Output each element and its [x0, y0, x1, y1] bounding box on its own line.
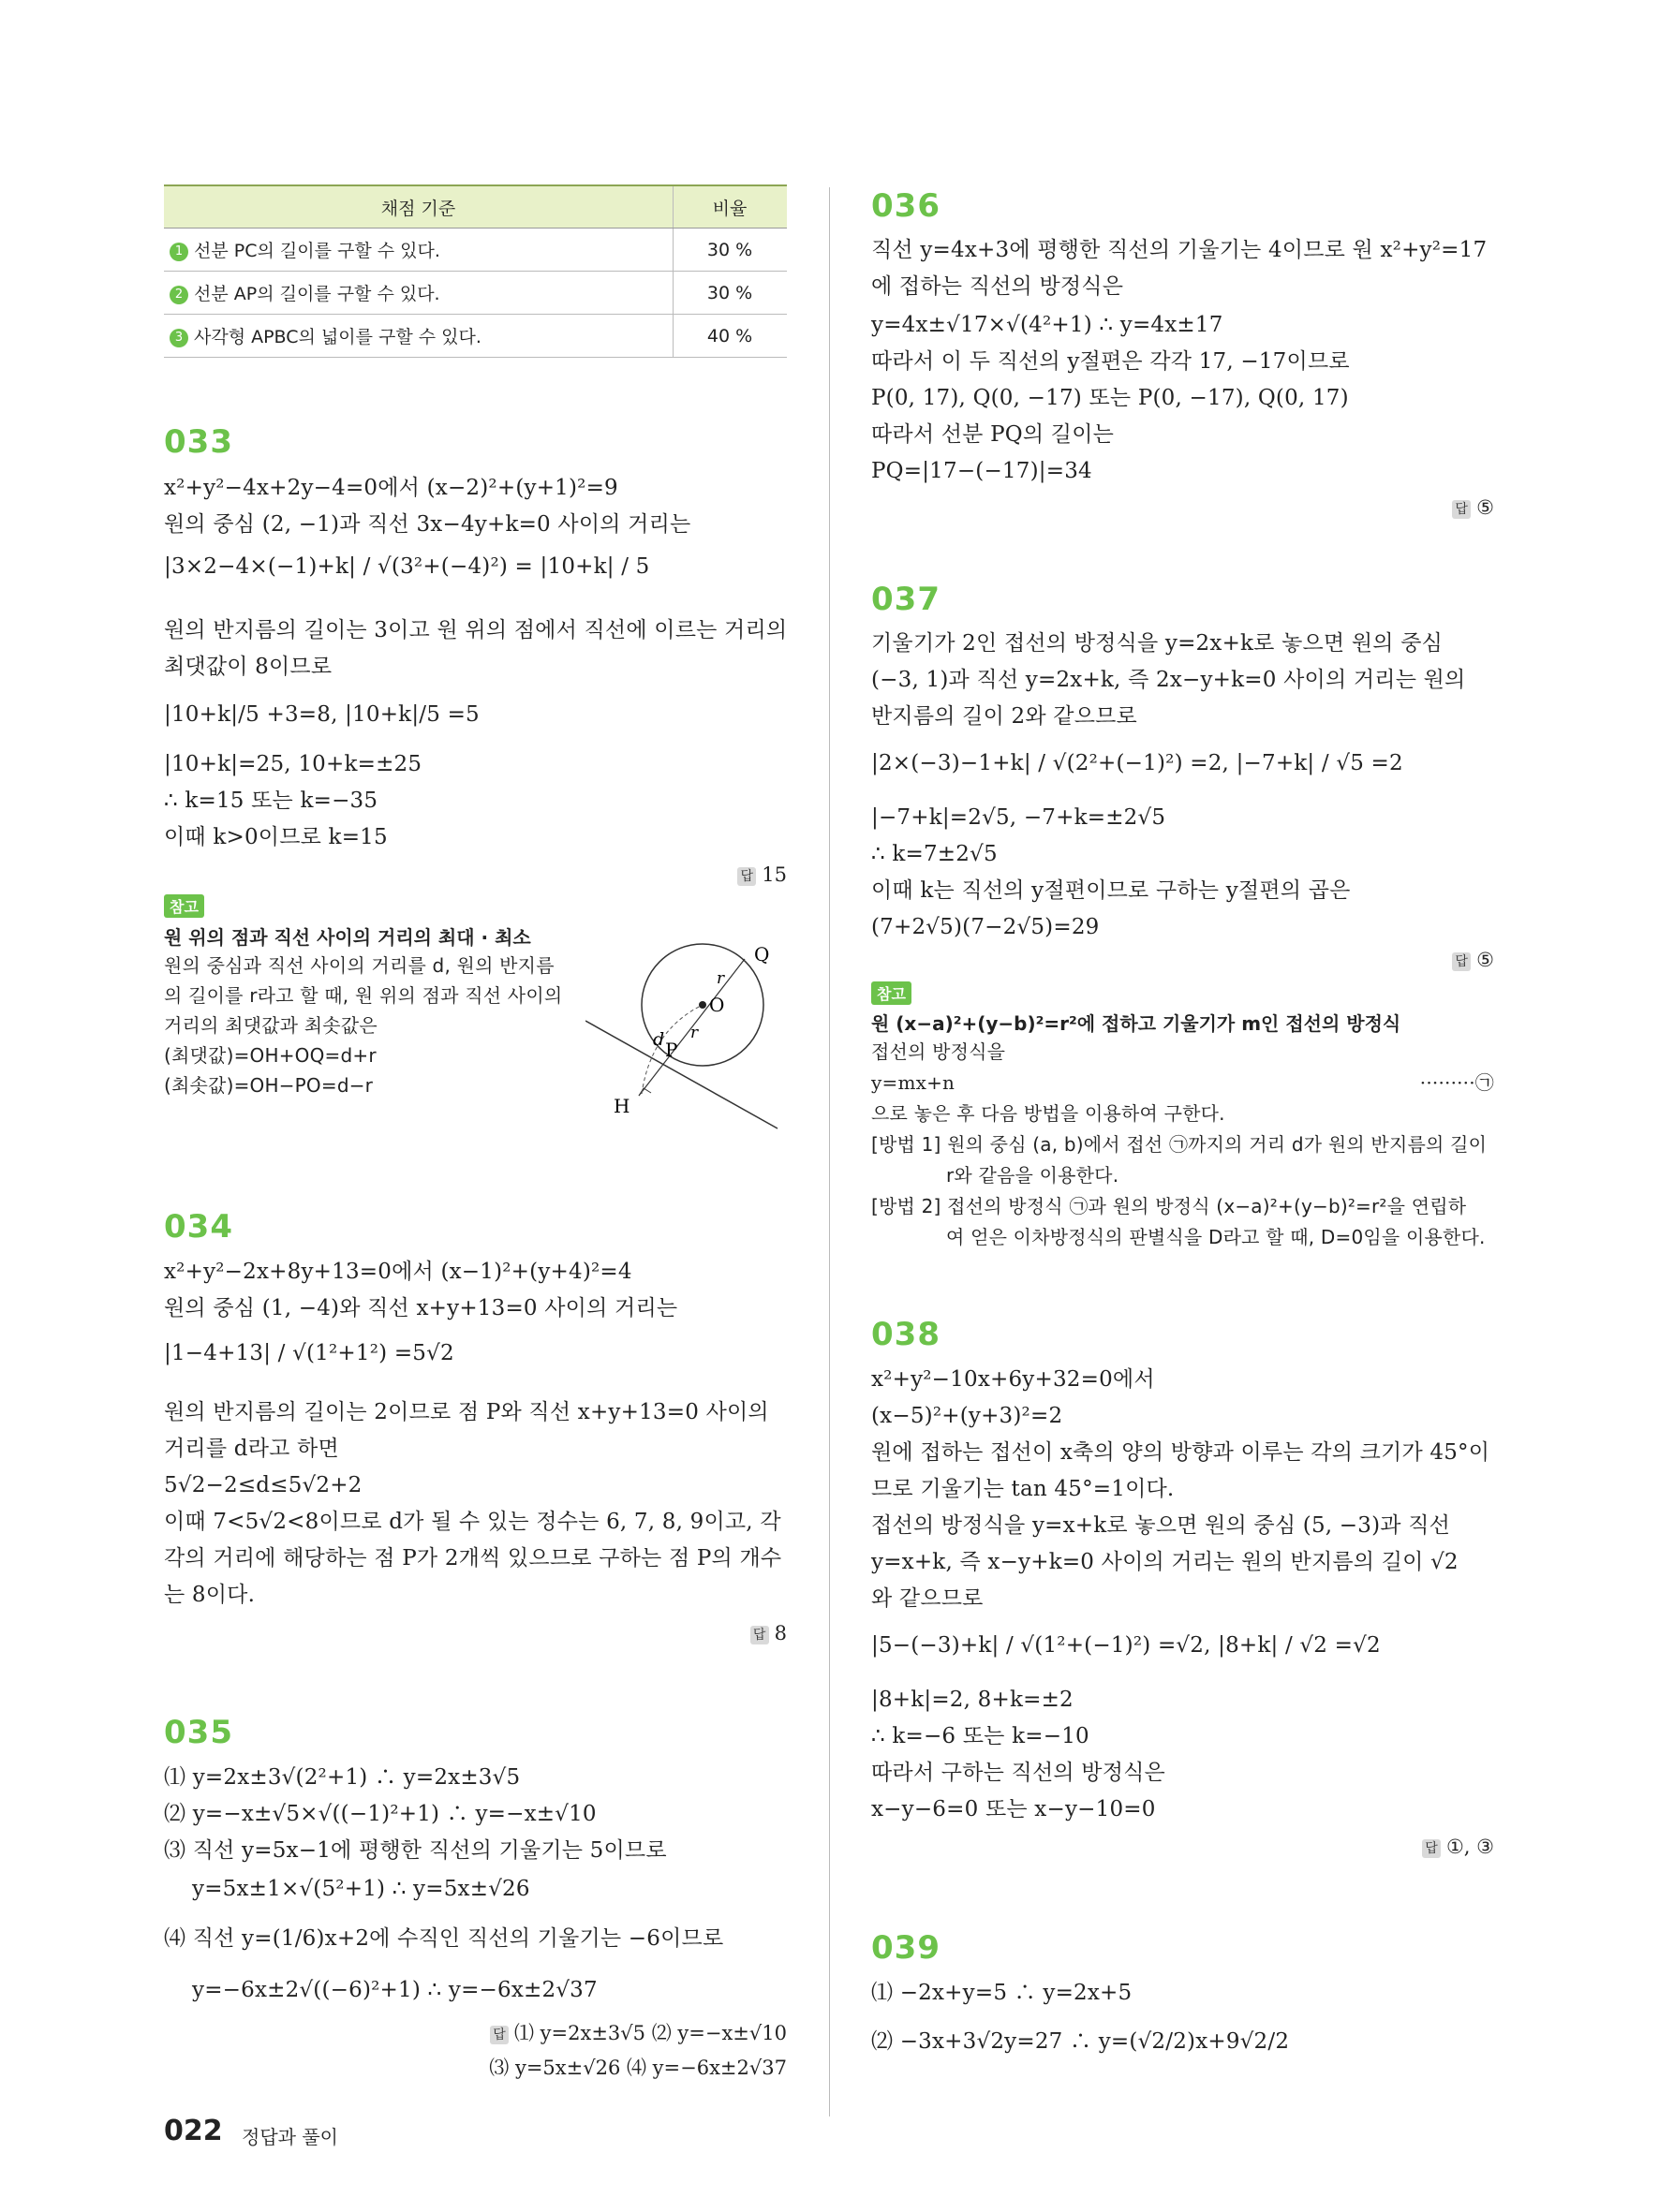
solution-line: (x−5)²+(y+3)²=2 — [871, 1404, 1063, 1428]
solution-line: |3×2−4×(−1)+k| / √(3²+(−4)²) = |10+k| / 5 — [164, 554, 650, 579]
label-r1: r — [717, 969, 725, 988]
section-title-039: 039 — [871, 1929, 941, 1967]
step-number-icon: 1 — [170, 243, 188, 261]
label-q: Q — [754, 943, 770, 966]
note-line: 거리의 최댓값과 최솟값은 — [164, 1014, 378, 1037]
solution-line: 따라서 구하는 직선의 방정식은 — [871, 1761, 1165, 1785]
answer-038 — [1422, 1836, 1494, 1858]
note-line: y=mx+n — [871, 1071, 955, 1094]
solution-line: x²+y²−10x+6y+32=0에서 — [871, 1367, 1155, 1392]
answer-035-line2: ⑶ y=5x±√26 ⑷ y=−6x±2√37 — [489, 2057, 787, 2079]
solution-line: ⑷ 직선 y=(1/6)x+2에 수직인 직선의 기울기는 −6이므로 — [164, 1926, 724, 1951]
solution-line: PQ=|17−(−17)|=34 — [871, 459, 1092, 483]
section-title-034: 034 — [164, 1208, 233, 1246]
note-badge: 참고 — [871, 981, 911, 1005]
answer-icon: 답 — [1452, 952, 1471, 971]
answer-035 — [490, 2018, 787, 2046]
label-d: d — [653, 1029, 665, 1050]
answer-value: ⑤ — [1476, 496, 1494, 519]
answer-icon: 답 — [1422, 1839, 1441, 1858]
label-r2: r — [690, 1024, 699, 1042]
table-cell-ratio: 40 % — [674, 315, 788, 358]
solution-line: |10+k|=25, 10+k=±25 — [164, 752, 422, 776]
solution-line: x²+y²−4x+2y−4=0에서 (x−2)²+(y+1)²=9 — [164, 476, 618, 500]
table-header-ratio: 비율 — [674, 185, 788, 229]
table-header-criteria: 채점 기준 — [164, 185, 674, 229]
section-title-036: 036 — [871, 187, 941, 225]
solution-line: ⑵ −3x+3√2y=27 ∴ y=(√2/2)x+9√2/2 — [871, 2029, 1290, 2054]
note-line: 접선의 방정식을 — [871, 1040, 1006, 1063]
footer-label: 정답과 풀이 — [242, 2126, 338, 2148]
solution-line: ⑵ y=−x±√5×√((−1)²+1) ∴ y=−x±√10 — [164, 1802, 597, 1826]
solution-line: y=−6x±2√((−6)²+1) ∴ y=−6x±2√37 — [192, 1978, 598, 2002]
step-number-icon: 3 — [170, 329, 188, 347]
solution-line: 이때 k는 직선의 y절편이므로 구하는 y절편의 곱은 — [871, 878, 1351, 903]
note-line: 의 길이를 r라고 할 때, 원 위의 점과 직선 사이의 — [164, 984, 563, 1007]
answer-value: ①, ③ — [1445, 1836, 1494, 1858]
solution-line: 원의 반지름의 길이는 2이므로 점 P와 직선 x+y+13=0 사이의 — [164, 1400, 769, 1424]
solution-line: ⑶ 직선 y=5x−1에 평행한 직선의 기울기는 5이므로 — [164, 1838, 667, 1863]
scoring-table — [164, 184, 787, 358]
table-row — [164, 272, 787, 315]
solution-line: ∴ k=7±2√5 — [871, 842, 998, 866]
label-p: P — [665, 1039, 678, 1061]
solution-line: 원의 중심 (2, −1)과 직선 3x−4y+k=0 사이의 거리는 — [164, 512, 691, 537]
solution-line: y=x+k, 즉 x−y+k=0 사이의 거리는 원의 반지름의 길이 √2 — [871, 1550, 1459, 1574]
label-o: O — [709, 994, 725, 1016]
solution-line: 와 같으므로 — [871, 1586, 984, 1611]
solution-line: ⑴ −2x+y=5 ∴ y=2x+5 — [871, 1981, 1133, 2005]
table-header-row — [164, 185, 787, 229]
solution-line: 따라서 선분 PQ의 길이는 — [871, 422, 1115, 447]
note-title: 원 위의 점과 직선 사이의 거리의 최대 · 최소 — [164, 926, 531, 949]
solution-line: 원의 반지름의 길이는 3이고 원 위의 점에서 직선에 이르는 거리의 — [164, 618, 788, 642]
note-line: [방법 2] 접선의 방정식 ㉠과 원의 방정식 (x−a)²+(y−b)²=r²을 연립하 — [871, 1195, 1467, 1217]
note-line: 여 얻은 이차방정식의 판별식을 D라고 할 때, D=0임을 이용한다. — [946, 1226, 1486, 1248]
note-line: 으로 놓은 후 다음 방법을 이용하여 구한다. — [871, 1102, 1225, 1125]
solution-line: 는 8이다. — [164, 1583, 256, 1607]
solution-line: x²+y²−2x+8y+13=0에서 (x−1)²+(y+4)²=4 — [164, 1260, 632, 1284]
solution-line: 최댓값이 8이므로 — [164, 655, 333, 679]
solution-line: |−7+k|=2√5, −7+k=±2√5 — [871, 805, 1166, 830]
solution-line: |2×(−3)−1+k| / √(2²+(−1)²) =2, |−7+k| / √5 =2 — [871, 751, 1403, 775]
solution-line: x−y−6=0 또는 x−y−10=0 — [871, 1797, 1156, 1821]
section-title-033: 033 — [164, 423, 233, 461]
answer-034 — [750, 1622, 787, 1644]
solution-line: 원에 접하는 접선이 x축의 양의 방향과 이루는 각의 크기가 45°이 — [871, 1440, 1490, 1465]
solution-line: |8+k|=2, 8+k=±2 — [871, 1688, 1074, 1712]
solution-line: y=4x±√17×√(4²+1) ∴ y=4x±17 — [871, 313, 1223, 337]
answer-icon: 답 — [737, 867, 756, 886]
note-line: [방법 1] 원의 중심 (a, b)에서 접선 ㉠까지의 거리 d가 원의 반지름의 길이 — [871, 1133, 1488, 1156]
note-line: 원의 중심과 직선 사이의 거리를 d, 원의 반지름 — [164, 954, 555, 977]
section-title-037: 037 — [871, 581, 941, 618]
answer-value: ⑴ y=2x±3√5 ⑵ y=−x±√10 — [514, 2022, 787, 2044]
solution-line: 기울기가 2인 접선의 방정식을 y=2x+k로 놓으면 원의 중심 — [871, 631, 1444, 656]
solution-line: 따라서 이 두 직선의 y절편은 각각 17, −17이므로 — [871, 349, 1350, 374]
solution-line: 므로 기울기는 tan 45°=1이다. — [871, 1477, 1175, 1501]
answer-value: 15 — [762, 863, 787, 886]
solution-line: ∴ k=15 또는 k=−35 — [164, 789, 378, 813]
column-divider — [829, 187, 830, 2116]
answer-033 — [737, 863, 787, 886]
note-marker: ·········㉠ — [1419, 1071, 1494, 1094]
solution-line: 원의 중심 (1, −4)와 직선 x+y+13=0 사이의 거리는 — [164, 1296, 678, 1320]
solution-line: (−3, 1)과 직선 y=2x+k, 즉 2x−y+k=0 사이의 거리는 원의 — [871, 668, 1466, 692]
answer-036 — [1452, 496, 1494, 519]
answer-value: ⑤ — [1476, 949, 1494, 971]
solution-line: (7+2√5)(7−2√5)=29 — [871, 915, 1100, 939]
step-number-icon: 2 — [170, 286, 188, 304]
table-cell-criteria: 선분 PC의 길이를 구할 수 있다. — [194, 241, 440, 261]
solution-line: |5−(−3)+k| / √(1²+(−1)²) =√2, |8+k| / √2 =√2 — [871, 1633, 1381, 1658]
solution-line: 5√2−2≤d≤5√2+2 — [164, 1473, 363, 1497]
note-badge: 참고 — [164, 894, 204, 918]
solution-line: 접선의 방정식을 y=x+k로 놓으면 원의 중심 (5, −3)과 직선 — [871, 1513, 1451, 1538]
solution-line: ⑴ y=2x±3√(2²+1) ∴ y=2x±3√5 — [164, 1765, 521, 1790]
solution-line: |10+k|/5 +3=8, |10+k|/5 =5 — [164, 702, 480, 727]
answer-icon: 답 — [750, 1626, 769, 1644]
solution-line: 에 접하는 직선의 방정식은 — [871, 274, 1124, 299]
note-line: (최댓값)=OH+OQ=d+r — [164, 1044, 377, 1067]
label-h: H — [614, 1095, 630, 1117]
solution-line: 이때 7<5√2<8이므로 d가 될 수 있는 정수는 6, 7, 8, 9이고, 각 — [164, 1510, 781, 1534]
solution-line: 거리를 d라고 하면 — [164, 1437, 339, 1461]
table-cell-criteria: 사각형 APBC의 넓이를 구할 수 있다. — [194, 327, 481, 347]
table-row — [164, 315, 787, 358]
answer-value: 8 — [774, 1622, 787, 1644]
solution-line: ∴ k=−6 또는 k=−10 — [871, 1724, 1089, 1748]
answer-icon: 답 — [1452, 500, 1471, 519]
note-line: (최솟값)=OH−PO=d−r — [164, 1074, 374, 1097]
solution-line: 각의 거리에 해당하는 점 P가 2개씩 있으므로 구하는 점 P의 개수 — [164, 1546, 782, 1571]
section-title-038: 038 — [871, 1316, 941, 1353]
table-cell-criteria: 선분 AP의 길이를 구할 수 있다. — [194, 284, 440, 304]
solution-line: |1−4+13| / √(1²+1²) =5√2 — [164, 1341, 454, 1365]
answer-037 — [1452, 949, 1494, 971]
table-cell-ratio: 30 % — [674, 272, 788, 315]
table-row — [164, 229, 787, 272]
note-title: 원 (x−a)²+(y−b)²=r²에 접하고 기울기가 m인 접선의 방정식 — [871, 1012, 1401, 1035]
answer-icon: 답 — [490, 2026, 509, 2044]
solution-line: P(0, 17), Q(0, −17) 또는 P(0, −17), Q(0, 17) — [871, 386, 1349, 410]
solution-line: 직선 y=4x+3에 평행한 직선의 기울기는 4이므로 원 x²+y²=17 — [871, 238, 1488, 262]
table-cell-ratio: 30 % — [674, 229, 788, 272]
page-number: 022 — [164, 2115, 223, 2147]
note-line: r와 같음을 이용한다. — [946, 1164, 1119, 1187]
solution-line: 반지름의 길이 2와 같으므로 — [871, 704, 1137, 729]
solution-line: 이때 k>0이므로 k=15 — [164, 825, 388, 849]
solution-line: y=5x±1×√(5²+1) ∴ y=5x±√26 — [192, 1877, 530, 1901]
circle-line-diagram — [585, 936, 787, 1138]
section-title-035: 035 — [164, 1714, 233, 1751]
